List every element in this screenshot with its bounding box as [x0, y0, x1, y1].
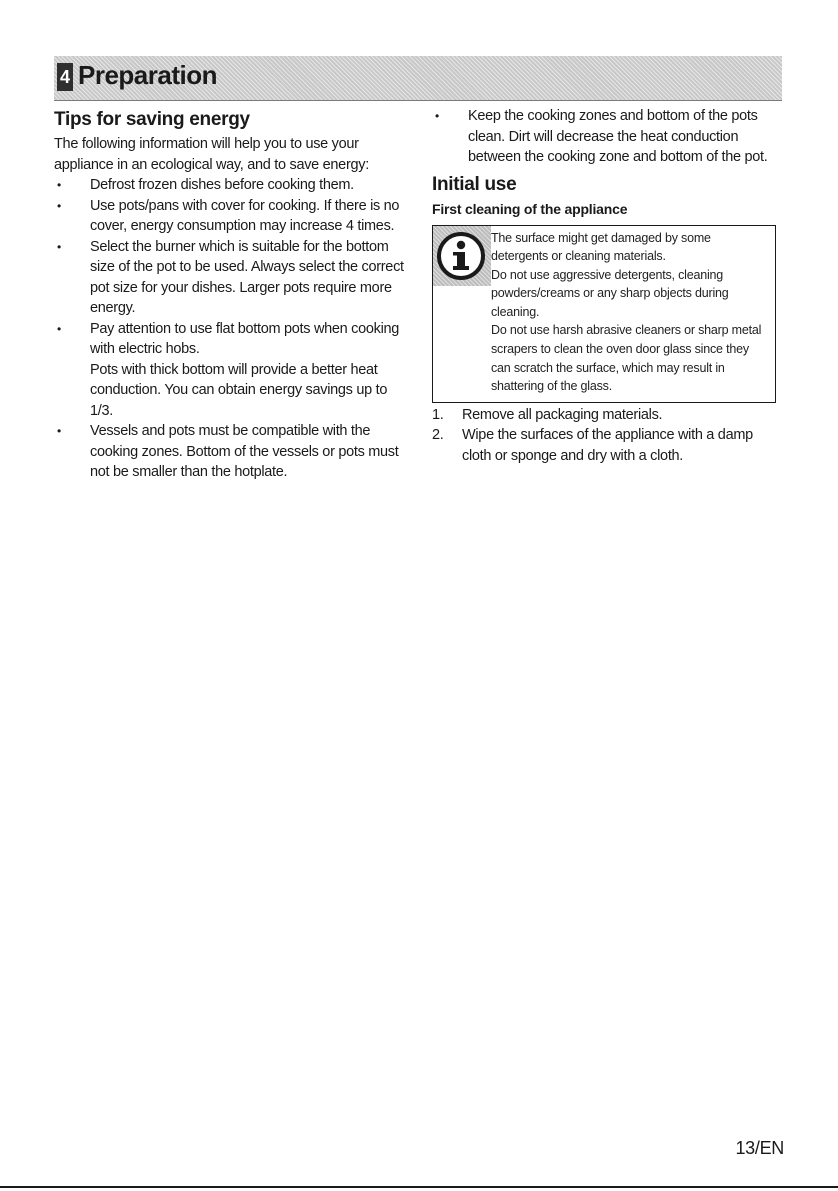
list-item — [432, 425, 784, 466]
bullet-icon: • — [57, 239, 61, 254]
left-column — [54, 108, 410, 483]
bullet-icon: • — [435, 109, 439, 123]
info-paragraph: Do not use harsh abrasive cleaners or sharp metal scrapers to clean the oven door glass since they can scratch the surface, which may result in shattering of the glass. — [491, 323, 762, 394]
list-item — [54, 196, 410, 237]
list-item-text: Vessels and pots must be compatible with the cooking zones. Bottom of the vessels or pots must not be smaller than the hotplate. — [90, 423, 399, 480]
tips-heading: Tips for saving energy — [54, 109, 250, 130]
list-item — [432, 405, 784, 426]
info-paragraph: The surface might get damaged by some detergents or cleaning materials. — [491, 230, 711, 264]
bullet-icon: • — [57, 321, 61, 336]
list-item-text: Select the burner which is suitable for the bottom size of the pot to be used. Always select the correct pot size for your dishes. Larger pots require more energy. — [90, 238, 404, 316]
step-number: 2. — [432, 427, 444, 443]
section-header — [54, 56, 782, 101]
tips-list-continued — [432, 106, 784, 168]
right-column — [432, 106, 784, 466]
list-item-text: Keep the cooking zones and bottom of the pots clean. Dirt will decrease the heat conduction between the cooking zone and bottom of the pot. — [468, 108, 768, 165]
info-box — [432, 225, 776, 403]
footer-rule — [0, 1186, 838, 1188]
tips-intro: The following information will help you to use your appliance in an ecological way, and to save energy: — [54, 136, 369, 173]
step-text: Wipe the surfaces of the appliance with a damp cloth or sponge and dry with a cloth. — [462, 427, 753, 464]
list-item-text: Pots with thick bottom will provide a better heat conduction. You can obtain energy savings up to 1/3. — [90, 361, 388, 419]
initial-use-heading: Initial use — [432, 173, 517, 195]
info-paragraph: Do not use aggressive detergents, cleaning powders/creams or any sharp objects during cleaning. — [491, 267, 729, 319]
list-item — [54, 421, 410, 483]
list-item-text: Use pots/pans with cover for cooking. If there is no cover, energy consumption may increase 4 times. — [90, 197, 400, 234]
step-number: 1. — [432, 406, 444, 423]
info-icon — [436, 231, 486, 281]
list-item-text: Pay attention to use flat bottom pots when cooking with electric hobs. — [90, 320, 400, 357]
info-icon-background — [433, 226, 491, 286]
list-item — [54, 319, 410, 422]
section-title: Preparation — [78, 60, 217, 90]
first-cleaning-subheading: First cleaning of the appliance — [432, 200, 628, 217]
page-number: 13/EN — [735, 1138, 784, 1158]
tips-list — [54, 175, 410, 483]
list-item — [54, 175, 410, 196]
bullet-icon: • — [57, 424, 61, 438]
step-text: Remove all packaging materials. — [462, 406, 663, 423]
bullet-icon: • — [57, 198, 61, 213]
first-cleaning-steps — [432, 405, 784, 467]
bullet-icon: • — [57, 178, 61, 192]
list-item-text: Defrost frozen dishes before cooking them. — [90, 177, 354, 193]
list-item — [432, 106, 784, 168]
list-item — [54, 237, 410, 319]
section-number: 4 — [57, 63, 73, 91]
